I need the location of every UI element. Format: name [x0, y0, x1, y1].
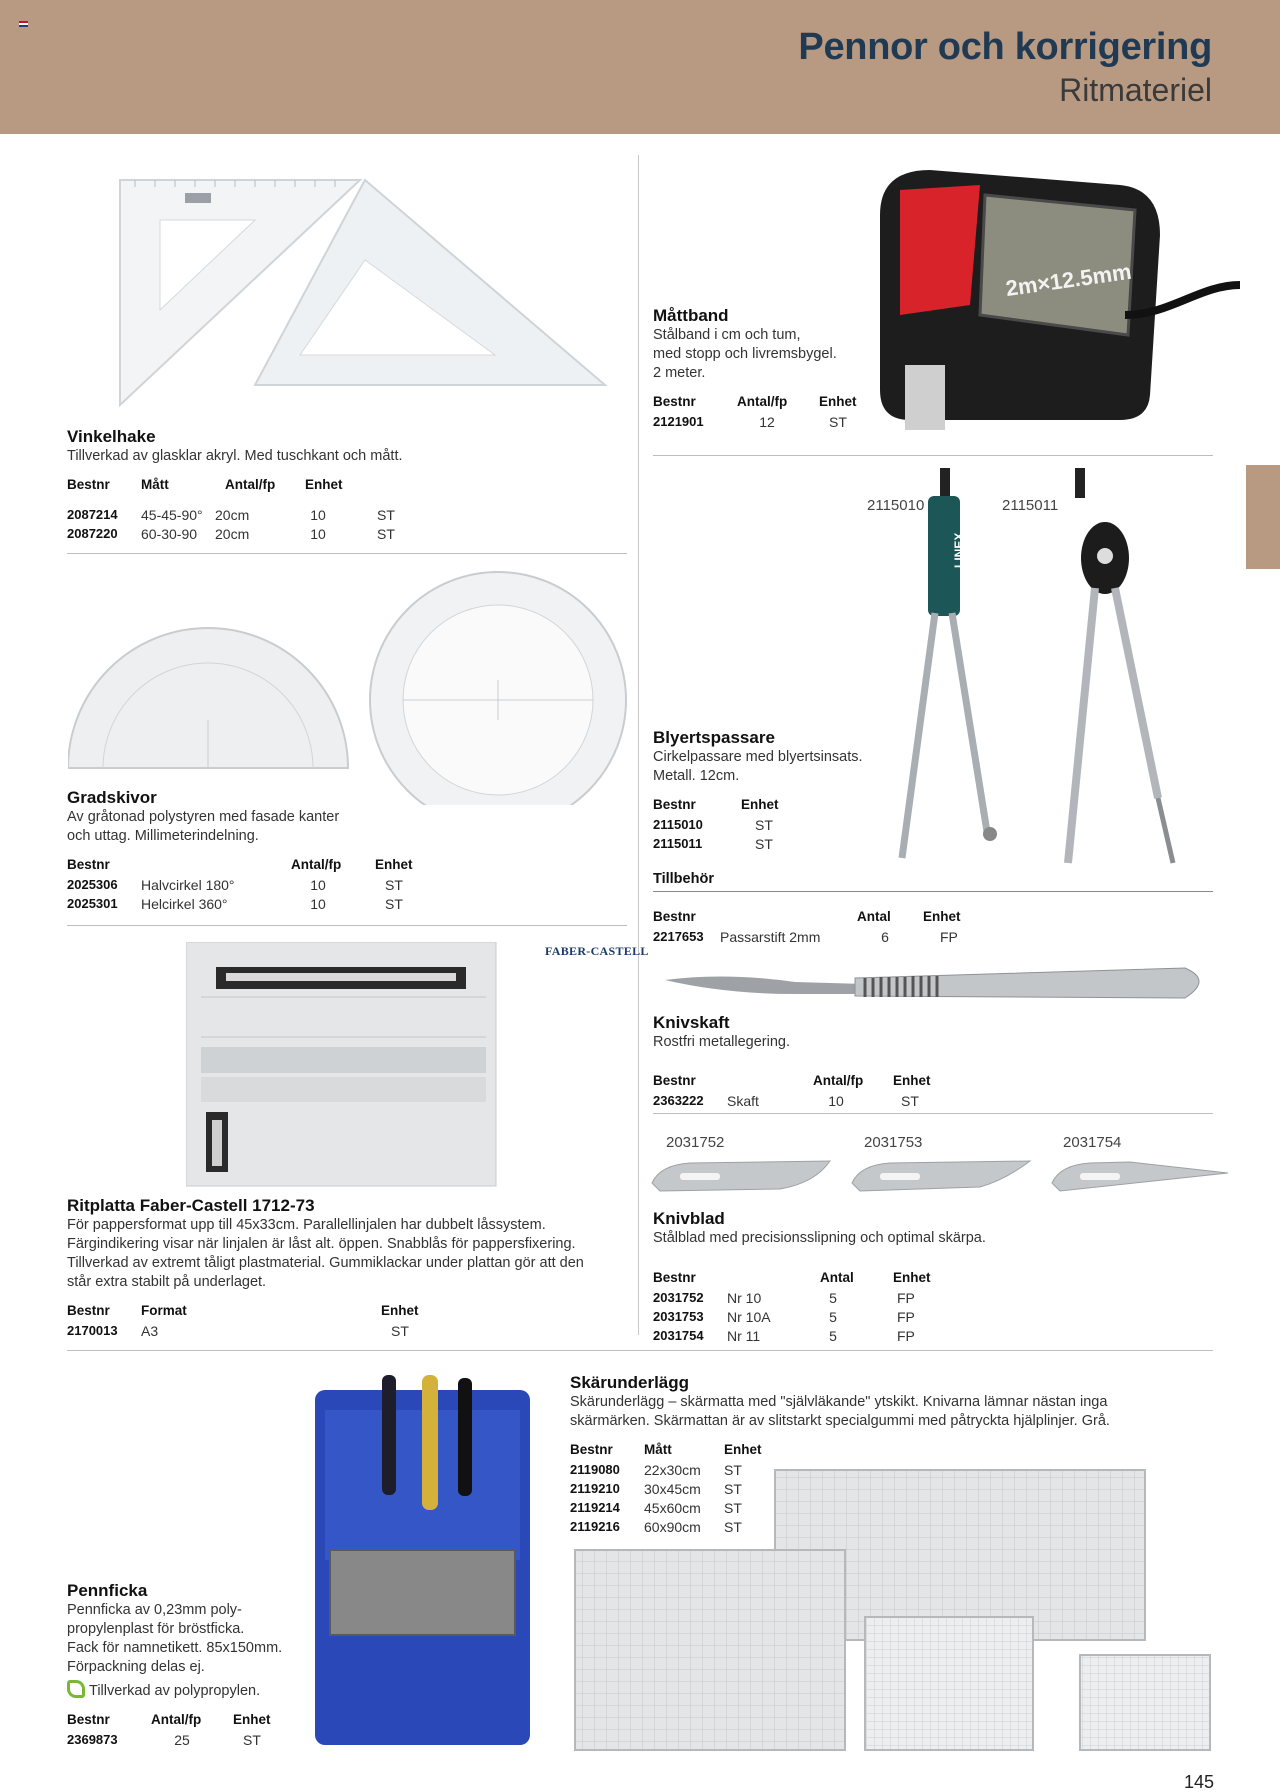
product-description-line: står extra stabilt på underlaget. — [67, 1274, 267, 1290]
table-cell: 10 — [310, 895, 326, 912]
knivskaft-section — [653, 1013, 790, 1052]
product-description-line: Tillverkad av extremt tåligt plastmaterial. Gummiklackar under plattan gör att den — [67, 1255, 584, 1271]
product-table — [67, 854, 413, 913]
product-title: Gradskivor — [67, 788, 157, 807]
scalpel-handle-image — [665, 960, 1213, 1010]
col-header: Bestnr — [653, 1073, 696, 1088]
product-description: Tillverkad av glasklar akryl. Med tuschkant och mått. — [67, 448, 403, 464]
article-number: 2369873 — [67, 1732, 118, 1747]
table-row — [67, 505, 395, 524]
set-square-image — [115, 175, 615, 415]
product-title: Vinkelhake — [67, 427, 156, 446]
article-number: 2217653 — [653, 929, 704, 944]
col-header: Enhet — [819, 394, 857, 409]
product-description-line: Fack för namnetikett. 85x150mm. — [67, 1640, 283, 1656]
accessory-rows — [653, 927, 958, 946]
product-description-line: med stopp och livremsbygel. — [653, 346, 837, 362]
table-cell: 45x60cm — [644, 1499, 701, 1516]
col-header: Antal — [857, 909, 891, 924]
divider — [653, 455, 1213, 456]
col-header: Enhet — [724, 1442, 762, 1457]
page-header — [0, 0, 1280, 134]
article-number: 2119210 — [570, 1481, 620, 1496]
article-number: 2031752 — [653, 1290, 704, 1305]
blades-image — [650, 1155, 1230, 1197]
article-number: 2031754 — [653, 1328, 704, 1343]
article-number: 2031753 — [653, 1309, 704, 1324]
variant-label: 2031752 — [666, 1134, 725, 1151]
accessory-table — [653, 906, 961, 927]
table-cell: 22x30cm — [644, 1461, 701, 1478]
ritplatta-section — [67, 1196, 637, 1340]
product-title: Pennficka — [67, 1581, 148, 1600]
column-divider — [638, 155, 639, 1335]
article-number: 2025306 — [67, 877, 118, 892]
table-row — [67, 894, 413, 913]
eco-leaf-icon — [67, 1680, 85, 1698]
table-cell: ST — [755, 816, 773, 833]
table-cell: Nr 10A — [727, 1308, 771, 1325]
article-number: 2119080 — [570, 1462, 620, 1477]
product-table — [67, 474, 343, 495]
pen-pocket-image — [310, 1370, 535, 1752]
table-cell: 5 — [829, 1308, 837, 1325]
table-row — [653, 1091, 919, 1110]
col-header: Bestnr — [67, 477, 110, 492]
article-number: 2119216 — [570, 1519, 620, 1534]
col-header: Enhet — [923, 909, 961, 924]
col-header: Enhet — [305, 477, 343, 492]
article-number: 2121901 — [653, 414, 704, 429]
table-cell: ST — [755, 835, 773, 852]
label-text: 2m×12.5mm — [1004, 258, 1133, 302]
col-header: Bestnr — [67, 1712, 110, 1727]
product-description-line: Cirkelpassare med blyertsinsats. — [653, 749, 863, 765]
mattband-section — [653, 306, 857, 431]
product-title: Skärunderlägg — [570, 1373, 690, 1392]
col-header: Mått — [644, 1442, 672, 1457]
col-header: Enhet — [741, 797, 779, 812]
knivblad-table — [653, 1267, 931, 1288]
product-description-line: Stålband i cm och tum, — [653, 327, 801, 343]
col-header: Enhet — [233, 1712, 271, 1727]
table-row — [653, 1326, 915, 1345]
table-cell: 12 — [759, 413, 775, 430]
product-title: Ritplatta Faber-Castell 1712-73 — [67, 1196, 315, 1215]
flag-icon — [19, 21, 28, 27]
table-cell: FP — [897, 1308, 915, 1325]
table-cell: 5 — [829, 1327, 837, 1344]
table-cell: 10 — [310, 876, 326, 893]
eco-note — [67, 1680, 307, 1701]
divider — [653, 1113, 1213, 1114]
col-header: Format — [141, 1303, 187, 1318]
table-cell: 20cm — [215, 506, 250, 523]
eco-text: Tillverkad av polypropylen. — [89, 1683, 261, 1699]
page-title: Pennor och korrigering — [798, 26, 1212, 68]
table-cell: 10 — [310, 525, 326, 542]
table-cell: 5 — [829, 1289, 837, 1306]
col-header: Antal/fp — [151, 1712, 202, 1727]
product-table — [67, 1300, 419, 1340]
table-row — [653, 927, 958, 946]
cutting-mats-image — [570, 1465, 1215, 1755]
product-description-line: Metall. 12cm. — [653, 768, 740, 784]
page-subtitle: Ritmateriel — [1059, 72, 1212, 108]
table-cell: Skaft — [727, 1092, 759, 1109]
table-cell: 10 — [828, 1092, 844, 1109]
article-number: 2025301 — [67, 896, 118, 911]
product-description-line: Färgindikering visar när linjalen är låst alt. öppen. Snabblås för pappersfixering. — [67, 1236, 576, 1252]
gradskivor-section — [67, 788, 413, 913]
table-cell: ST — [829, 413, 847, 430]
product-description-line: Förpackning delas ej. — [67, 1659, 205, 1675]
col-header: Bestnr — [67, 1303, 110, 1318]
product-description-line: 2 meter. — [653, 365, 706, 381]
col-header: Bestnr — [653, 394, 696, 409]
table-cell: Passarstift 2mm — [720, 928, 821, 945]
col-header: Bestnr — [653, 1270, 696, 1285]
product-description: Rostfri metallegering. — [653, 1034, 790, 1050]
divider — [653, 891, 1213, 892]
table-cell: 10 — [310, 506, 326, 523]
table-cell: 60-30-90 — [141, 525, 198, 542]
col-header: Bestnr — [67, 857, 110, 872]
table-cell: ST — [243, 1731, 261, 1748]
vinkelhake-rows — [67, 505, 395, 543]
col-header: Antal — [820, 1270, 854, 1285]
table-row — [653, 412, 857, 431]
table-cell: FP — [897, 1327, 915, 1344]
article-number: 2115011 — [653, 836, 703, 851]
table-cell: 45-45-90° — [141, 506, 203, 523]
table-cell: ST — [724, 1499, 742, 1516]
article-number: 2087220 — [67, 526, 118, 541]
article-number: 2115010 — [653, 817, 703, 832]
article-number: 2119214 — [570, 1500, 620, 1515]
table-cell: ST — [377, 525, 395, 542]
table-cell: ST — [724, 1461, 742, 1478]
table-row — [67, 524, 395, 543]
passare-section — [653, 728, 863, 853]
knivblad-section — [653, 1209, 986, 1248]
variant-label: 2031753 — [864, 1134, 923, 1151]
product-title: Måttband — [653, 306, 729, 325]
product-description-line: propylenplast för bröstficka. — [67, 1621, 245, 1637]
table-cell: 25 — [174, 1731, 190, 1748]
table-cell: Halvcirkel 180° — [141, 876, 235, 893]
table-row — [653, 815, 779, 834]
col-header: Enhet — [381, 1303, 419, 1318]
variant-label: 2115011 — [1002, 497, 1059, 514]
compass-image — [890, 468, 1190, 878]
variant-label: 2115010 — [867, 497, 925, 514]
table-cell: ST — [377, 506, 395, 523]
col-header: Bestnr — [570, 1442, 613, 1457]
protractor-image — [68, 570, 628, 805]
col-header: Antal/fp — [225, 477, 276, 492]
brand-logo: FABER-CASTELL — [545, 944, 649, 958]
variant-label: 2031754 — [1063, 1134, 1122, 1151]
product-title: Blyertspassare — [653, 728, 775, 747]
table-cell: ST — [391, 1322, 409, 1339]
table-row — [67, 875, 413, 894]
product-description-line: För pappersformat upp till 45x33cm. Parallellinjalen har dubbelt låssystem. — [67, 1217, 546, 1233]
col-header: Antal/fp — [291, 857, 342, 872]
col-header: Bestnr — [653, 797, 696, 812]
table-cell: 30x45cm — [644, 1480, 701, 1497]
table-row — [67, 1321, 419, 1340]
drawing-board-image — [186, 942, 498, 1187]
table-cell: 20cm — [215, 525, 250, 542]
table-row — [653, 834, 779, 853]
table-row — [67, 1730, 271, 1749]
table-cell: Helcirkel 360° — [141, 895, 228, 912]
divider — [67, 553, 627, 554]
divider — [67, 925, 627, 926]
product-description-line: Pennficka av 0,23mm poly- — [67, 1602, 242, 1618]
table-cell: FP — [940, 928, 958, 945]
table-cell: Nr 11 — [727, 1327, 761, 1344]
knivskaft-table — [653, 1070, 931, 1091]
table-cell: ST — [385, 876, 403, 893]
table-cell: ST — [901, 1092, 919, 1109]
article-number: 2363222 — [653, 1093, 704, 1108]
product-description-line: Skärunderlägg – skärmatta med "självläkande" ytskikt. Knivarna lämnar nästan inga — [570, 1394, 1108, 1410]
product-description-line: Av gråtonad polystyren med fasade kanter — [67, 809, 340, 825]
pennficka-section — [67, 1581, 307, 1749]
product-table — [67, 1709, 271, 1749]
article-number: 2170013 — [67, 1323, 118, 1338]
col-header: Bestnr — [653, 909, 696, 924]
col-header: Antal/fp — [737, 394, 788, 409]
table-row — [653, 1288, 915, 1307]
product-description-line: skärmärken. Skärmattan är av slitstarkt specialgummi med påtryckta hjälplinjer. Grå. — [570, 1413, 1110, 1429]
table-cell: A3 — [141, 1322, 159, 1339]
accessory-heading: Tillbehör — [653, 871, 714, 887]
table-row — [653, 1307, 915, 1326]
knivskaft-rows — [653, 1091, 919, 1110]
product-title: Knivblad — [653, 1209, 725, 1228]
product-description-line: och uttag. Millimeterindelning. — [67, 828, 259, 844]
table-cell: ST — [724, 1480, 742, 1497]
tape-measure-image — [870, 165, 1245, 445]
table-cell: FP — [897, 1289, 915, 1306]
product-table — [653, 794, 779, 853]
table-cell: 6 — [881, 928, 889, 945]
col-header: Enhet — [375, 857, 413, 872]
table-cell: ST — [724, 1518, 742, 1535]
table-cell: ST — [385, 895, 403, 912]
col-header: Enhet — [893, 1073, 931, 1088]
table-cell: Nr 10 — [727, 1289, 762, 1306]
vinkelhake-section — [67, 427, 403, 495]
divider — [67, 1350, 1213, 1351]
col-header: Antal/fp — [813, 1073, 864, 1088]
col-header: Enhet — [893, 1270, 931, 1285]
page-number: 145 — [1183, 1772, 1214, 1792]
article-number: 2087214 — [67, 507, 118, 522]
product-title: Knivskaft — [653, 1013, 730, 1032]
table-cell: 60x90cm — [644, 1518, 701, 1535]
brand-text: LINEX — [952, 532, 966, 568]
col-header: Mått — [141, 477, 169, 492]
product-description: Stålblad med precisionsslipning och optimal skärpa. — [653, 1230, 986, 1246]
product-table — [653, 391, 857, 431]
knivblad-rows — [653, 1288, 915, 1345]
section-tab — [1246, 465, 1280, 569]
